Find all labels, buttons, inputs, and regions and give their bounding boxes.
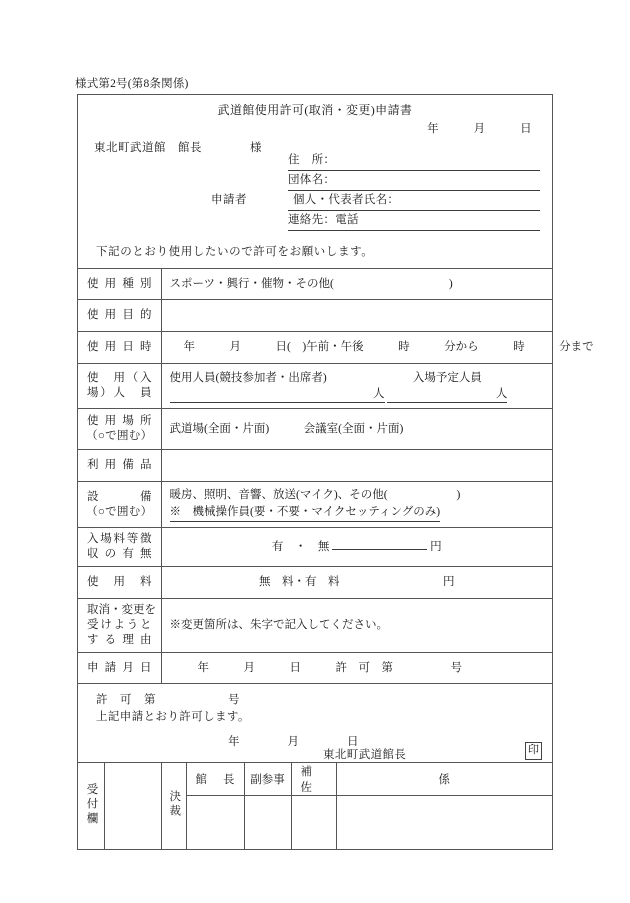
- reception-cell[interactable]: [78, 763, 104, 850]
- row-label-use-purpose: [78, 300, 161, 332]
- row-label-application-date-text: 申請月日: [87, 661, 152, 674]
- header-date-year: 年: [427, 123, 440, 135]
- lead-in-sentence: 下記のとおり使用したいので許可をお願いします。: [96, 246, 374, 258]
- table-row-use-purpose: [78, 300, 552, 332]
- table-row-place: [78, 409, 552, 450]
- row-label-facilities-line1: 設 備: [87, 490, 152, 503]
- facilities-operator-note: ※ 機械操作員(要・不要・マイクセッティングのみ): [170, 504, 441, 522]
- applicant-label: 申請者: [211, 194, 247, 206]
- applicant-phone-field[interactable]: 連絡先：電話: [288, 211, 540, 231]
- row-label-change-reason-line1: 取消・変更を: [87, 604, 156, 616]
- row-value-change-reason-text: ※変更箇所は、朱字で記入してください。: [169, 619, 388, 631]
- row-label-place-line2: （○で囲む）: [86, 430, 153, 442]
- row-value-facilities[interactable]: [161, 482, 552, 528]
- approval-header-clerk-text: 係: [438, 774, 450, 786]
- attendance-participants-label: 使用人員(競技参加者・出席者): [169, 371, 327, 384]
- row-value-use-datetime-text: 年 月 日( )午前・午後 時 分から 時 分まで: [183, 341, 594, 353]
- attendance-participants-unit: 人: [170, 386, 385, 403]
- reception-label: 受付欄: [85, 782, 98, 827]
- row-value-use-type[interactable]: [161, 269, 552, 300]
- applicant-name-field[interactable]: 個人・代表者氏名：: [288, 191, 540, 211]
- header-date-day: 日: [520, 123, 532, 135]
- row-label-place: [78, 409, 161, 450]
- permission-statement: 上記申請とおり許可します。: [96, 711, 250, 723]
- attendance-expected-field[interactable]: [387, 370, 507, 403]
- row-label-use-datetime-text: 使用日時: [87, 341, 152, 353]
- form-number: 様式第2号(第8条関係): [75, 78, 189, 90]
- row-value-change-reason[interactable]: [161, 599, 552, 653]
- row-label-equipment-items: [78, 450, 161, 482]
- approval-header-row: [78, 763, 552, 796]
- admission-fee-choice[interactable]: 有 ・ 無: [271, 540, 330, 553]
- row-value-place[interactable]: [161, 409, 552, 450]
- row-label-use-datetime: [78, 332, 161, 364]
- row-label-facilities: [78, 482, 161, 528]
- approval-stamp-clerk[interactable]: [336, 796, 552, 850]
- row-label-admission-fee-line2: 収の有無: [87, 548, 152, 560]
- attendance-participants-field[interactable]: [170, 370, 385, 403]
- applicant-organization-field[interactable]: 団体名：: [288, 171, 540, 191]
- row-label-use-type-text: 使用種別: [87, 277, 152, 290]
- reception-stamp-cell[interactable]: [104, 763, 161, 850]
- row-label-use-purpose-text: 使用目的: [87, 309, 152, 321]
- admission-fee-amount-underline[interactable]: [332, 549, 427, 550]
- row-label-attendance: [78, 364, 161, 409]
- approval-header-deputy-text: 副参事: [250, 774, 285, 786]
- permission-block: [78, 683, 552, 762]
- row-label-change-reason-line3: する理由: [87, 634, 152, 646]
- decision-cell[interactable]: [161, 763, 186, 850]
- table-row-equipment-items: [78, 450, 552, 482]
- admission-fee-unit: 円: [430, 540, 442, 553]
- form-rows-table: [78, 268, 594, 683]
- row-label-change-reason-line2: 受けようと: [87, 619, 152, 631]
- table-row-application-date: [78, 653, 552, 684]
- approval-stamp-assistant[interactable]: [291, 796, 336, 850]
- row-value-use-purpose[interactable]: [161, 300, 552, 332]
- approval-header-assistant: [291, 763, 336, 796]
- row-value-use-datetime[interactable]: [161, 332, 594, 364]
- application-form-frame: [77, 94, 594, 850]
- attendance-expected-unit: 人: [387, 386, 507, 403]
- row-value-use-purpose-text: [162, 311, 553, 321]
- attendance-expected-label: 入場予定人員: [412, 371, 482, 384]
- row-value-admission-fee[interactable]: [161, 528, 552, 567]
- seal-stamp-icon: 印: [525, 742, 542, 760]
- row-label-usage-fee: [78, 567, 161, 599]
- approval-header-clerk: [336, 763, 552, 796]
- row-value-attendance[interactable]: [161, 364, 552, 409]
- row-value-application-date[interactable]: [161, 653, 552, 684]
- row-value-usage-fee[interactable]: [161, 567, 552, 599]
- approval-table: [78, 762, 552, 849]
- row-value-application-date-text: 年 月 日 許 可 第 号: [197, 661, 462, 674]
- row-label-use-type: [78, 269, 161, 300]
- approval-header-assistant-text: 補 佐: [300, 766, 324, 794]
- row-value-place-text: 武道場(全面・片面) 会議室(全面・片面): [169, 422, 404, 435]
- row-value-use-type-text: スポーツ・興行・催物・その他( ): [169, 277, 453, 290]
- approval-stamp-deputy[interactable]: [244, 796, 291, 850]
- form-header-block: [78, 95, 552, 268]
- table-row-usage-fee: [78, 567, 552, 599]
- applicant-fields: [288, 151, 540, 231]
- table-row-use-type: [78, 269, 552, 300]
- row-label-attendance-line1: 使 用（入: [87, 372, 152, 384]
- table-row-attendance: [78, 364, 552, 409]
- approval-header-deputy: [244, 763, 291, 796]
- row-label-usage-fee-text: 使用料: [87, 576, 152, 588]
- row-label-admission-fee: [78, 528, 161, 567]
- permission-date-line: 年 月 日: [228, 736, 359, 748]
- facilities-options-text: 暖房、照明、音響、放送(マイク)、その他( ): [169, 489, 461, 501]
- row-label-facilities-line2: （○で囲む）: [86, 505, 153, 518]
- approval-header-director: [186, 763, 244, 796]
- row-label-equipment-items-text: 利用備品: [87, 459, 152, 471]
- row-label-change-reason: [78, 599, 161, 653]
- permission-number-line: 許 可 第 号: [96, 694, 240, 706]
- row-value-equipment-items[interactable]: [161, 450, 552, 482]
- table-row-admission-fee: [78, 528, 552, 567]
- table-row-facilities: [78, 482, 552, 528]
- addressee: 東北町武道館 館長 様: [94, 142, 262, 154]
- header-date-month: 月: [473, 123, 486, 135]
- table-row-use-datetime: [78, 332, 552, 364]
- row-label-place-line1: 使用場所: [87, 415, 152, 427]
- table-row-change-reason: [78, 599, 552, 653]
- row-label-application-date: [78, 653, 161, 684]
- row-value-usage-fee-text: 無 料・有 料 円: [259, 576, 455, 588]
- row-value-equipment-items-text: [162, 461, 553, 471]
- decision-label: 決裁: [168, 790, 181, 819]
- row-label-admission-fee-line1: 入場料等徴: [87, 533, 152, 545]
- approval-stamp-director[interactable]: [186, 796, 244, 850]
- approval-header-director-text: 館 長: [195, 774, 235, 786]
- document-title: 武道館使用許可(取消・変更)申請書: [217, 103, 413, 117]
- applicant-address-field[interactable]: 住 所：: [288, 151, 540, 171]
- permission-signer: 東北町武道館長: [323, 749, 407, 761]
- row-label-attendance-line2: 場）人 員: [87, 387, 152, 399]
- header-date-line: [427, 120, 532, 136]
